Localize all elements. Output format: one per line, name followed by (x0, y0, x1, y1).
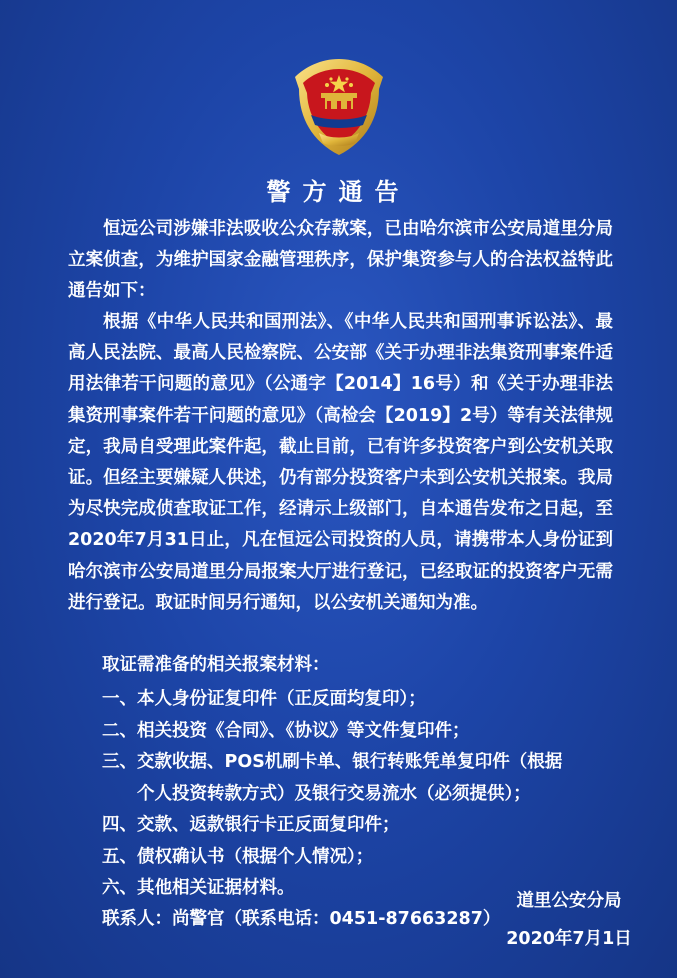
body-paragraph: 根据《中华人民共和国刑法》、《中华人民共和国刑事诉讼法》、最高人民法院、最高人民检察院、公安部《关于办理非法集资刑事案件适用法律若干问题的意见》（公通字【2014】16号）和《关于办理非法集资刑事案件若干问题的意见》（高检会【2019】2号）等有关法律规定，我局自受理此案件起，截止目前，已有许多投资客户到公安机关取证。但经主要嫌疑人供述，仍有部分投资客户未到公安机关报案。我局为尽快完成侦查取证工作，经请示上级部门，自本通告发布之日起，至2020年7月31日止，凡在恒远公司投资的人员，请携带本人身份证到哈尔滨市公安局道里分局报案大厅进行登记，已经取证的投资客户无需进行登记。取证时间另行通知，以公安机关通知为准。 (68, 312, 613, 613)
material-item (102, 810, 602, 842)
material-item-text: 一、本人身份证复印件（正反面均复印）； (102, 689, 426, 709)
material-item (102, 842, 602, 874)
material-item-text: 五、债权确认书（根据个人情况）； (102, 846, 374, 867)
intro-paragraph: 恒远公司涉嫌非法吸收公众存款案，已由哈尔滨市公安局道里分局立案侦查，为维护国家金融管理秩序，保护集资参与人的合法权益特此通告如下： (68, 219, 613, 302)
material-item (102, 716, 602, 748)
material-item (102, 684, 602, 716)
issuer-name: 道里公安分局 (516, 891, 622, 911)
material-item-text: 二、相关投资《合同》、《协议》等文件复印件； (102, 720, 470, 741)
material-item-continuation: 个人投资转款方式）及银行交易流水（必须提供）； (137, 783, 531, 804)
notice-title: 警方通告 (266, 178, 411, 206)
materials-list (102, 684, 602, 905)
issue-date: 2020年7月1日 (506, 929, 632, 949)
materials-heading: 取证需准备的相关报案材料： (102, 655, 330, 675)
material-item (102, 747, 602, 810)
material-item-text: 三、交款收据、POS机刷卡单、银行转账凭单复印件（根据 (102, 752, 563, 772)
material-item-text: 六、其他相关证据材料。 (102, 878, 295, 898)
police-emblem-icon (289, 55, 389, 159)
contact-info: 联系人：尚警官（联系电话：0451-87663287） (102, 909, 501, 929)
material-item-text: 四、交款、返款银行卡正反面复印件； (102, 815, 400, 835)
signoff (494, 882, 644, 958)
